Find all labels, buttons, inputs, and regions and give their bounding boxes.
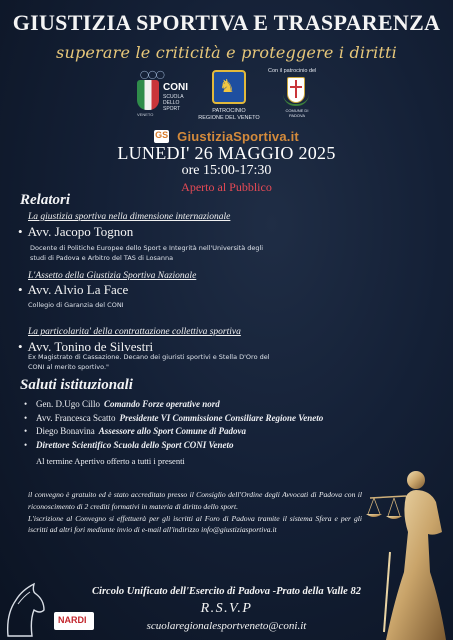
event-date: LUNEDI' 26 MAGGIO 2025 bbox=[117, 143, 336, 163]
topic-2: L'Assetto della Giustizia Sportiva Nazionale bbox=[28, 271, 197, 281]
olympic-rings-icon: ◯◯◯ bbox=[140, 70, 164, 79]
patron-logos bbox=[0, 68, 453, 124]
saluti-heading: Saluti istituzionali bbox=[20, 377, 133, 393]
list-item: • Gen. D.Ugo Cillo Comando Forze operative nord bbox=[24, 399, 220, 409]
padova-text-1: COMUNE DI bbox=[285, 108, 309, 113]
padova-intro: Con il patrocinio del bbox=[268, 68, 317, 74]
apertivo-note: Al termine Apertivo offerto a tutti i presenti bbox=[36, 456, 185, 466]
speaker-1: • Avv. Jacopo Tognon bbox=[18, 224, 134, 239]
topic-1: La giustizia sportiva nella dimensione internazionale bbox=[28, 212, 231, 222]
bio-1: Docente di Politiche Europee dello Sport e Integrità nell'Università degli studi di Padova e Arbitro del TAS di Losanna bbox=[30, 244, 264, 262]
event-access: Aperto al Pubblico bbox=[181, 180, 272, 194]
veneto-patronage bbox=[196, 108, 262, 122]
relatori-heading: Relatori bbox=[20, 192, 71, 208]
registration-text: L'iscrizione al Convegno si effettuerà per gli iscritti al Foro di Padova tramite il sistema Sfera e per gli iscritti ad altri fori mediante invio di e-mail all'indirizzo info@giustiziasportiva.it bbox=[28, 513, 362, 535]
laurel-wreath-icon bbox=[283, 94, 309, 106]
list-item: • Direttore Scientifico Scuola dello Sport CONI Veneto bbox=[24, 439, 234, 450]
bio-2: Collegio di Garanzia del CONI bbox=[28, 301, 124, 309]
veneto-text-2: REGIONE DEL VENETO bbox=[198, 115, 260, 121]
page-subtitle: superare le criticità e proteggere i diritti bbox=[56, 43, 397, 62]
rsvp-label: R.S.V.P bbox=[200, 601, 253, 616]
list-item: • Diego Bonavina Assessore allo Sport Comune di Padova bbox=[24, 426, 247, 436]
topic-3: La particolarita' della contrattazione collettiva sportiva bbox=[28, 327, 241, 337]
veneto-text-1: PATROCINIO bbox=[212, 108, 246, 114]
gs-mark-icon: GS bbox=[154, 130, 169, 143]
coni-sub: SCUOLA DELLO SPORT bbox=[163, 94, 184, 112]
nardi-logo: NARDI bbox=[54, 612, 94, 636]
registration-notes bbox=[28, 489, 362, 536]
venue-address: Circolo Unificato dell'Esercito di Padova -Prato della Valle 82 bbox=[92, 586, 361, 597]
list-item: • Avv. Francesca Scatto Presidente VI Commissione Consiliare Regione Veneto bbox=[24, 412, 324, 423]
event-time: ore 15:00-17:30 bbox=[181, 163, 272, 178]
italy-shield-icon bbox=[137, 80, 159, 110]
rsvp-email[interactable]: scuolaregionalesportveneto@coni.it bbox=[146, 620, 307, 632]
padova-text-2: PADOVA bbox=[288, 113, 306, 118]
speaker-3: • Avv. Tonino de Silvestri bbox=[18, 339, 154, 354]
speaker-2: • Avv. Alvio La Face bbox=[18, 282, 129, 297]
page-title: GIUSTIZIA SPORTIVA E TRASPARENZA bbox=[12, 10, 441, 35]
accreditation-text: il convegno è gratuito ed è stato accreditato presso il Consiglio dell'Ordine degli Avvocati di Padova con il riconoscimento di 2 crediti formativi in materia di diritto dello sport. bbox=[28, 490, 362, 511]
saluti-list bbox=[24, 398, 384, 452]
coni-name: CONI bbox=[163, 82, 188, 93]
gs-name: GiustiziaSportiva.it bbox=[177, 129, 299, 144]
coni-logo bbox=[136, 70, 200, 116]
padova-name bbox=[281, 108, 313, 118]
giustiziasportiva-logo bbox=[0, 126, 453, 142]
lion-of-st-mark-icon: ♞ bbox=[212, 70, 246, 104]
bio-3: Ex Magistrato di Cassazione. Decano dei giuristi sportivi e Stella D'Oro del CONI al merito sportivo." bbox=[28, 353, 270, 371]
coni-region: VENETO bbox=[137, 112, 154, 117]
